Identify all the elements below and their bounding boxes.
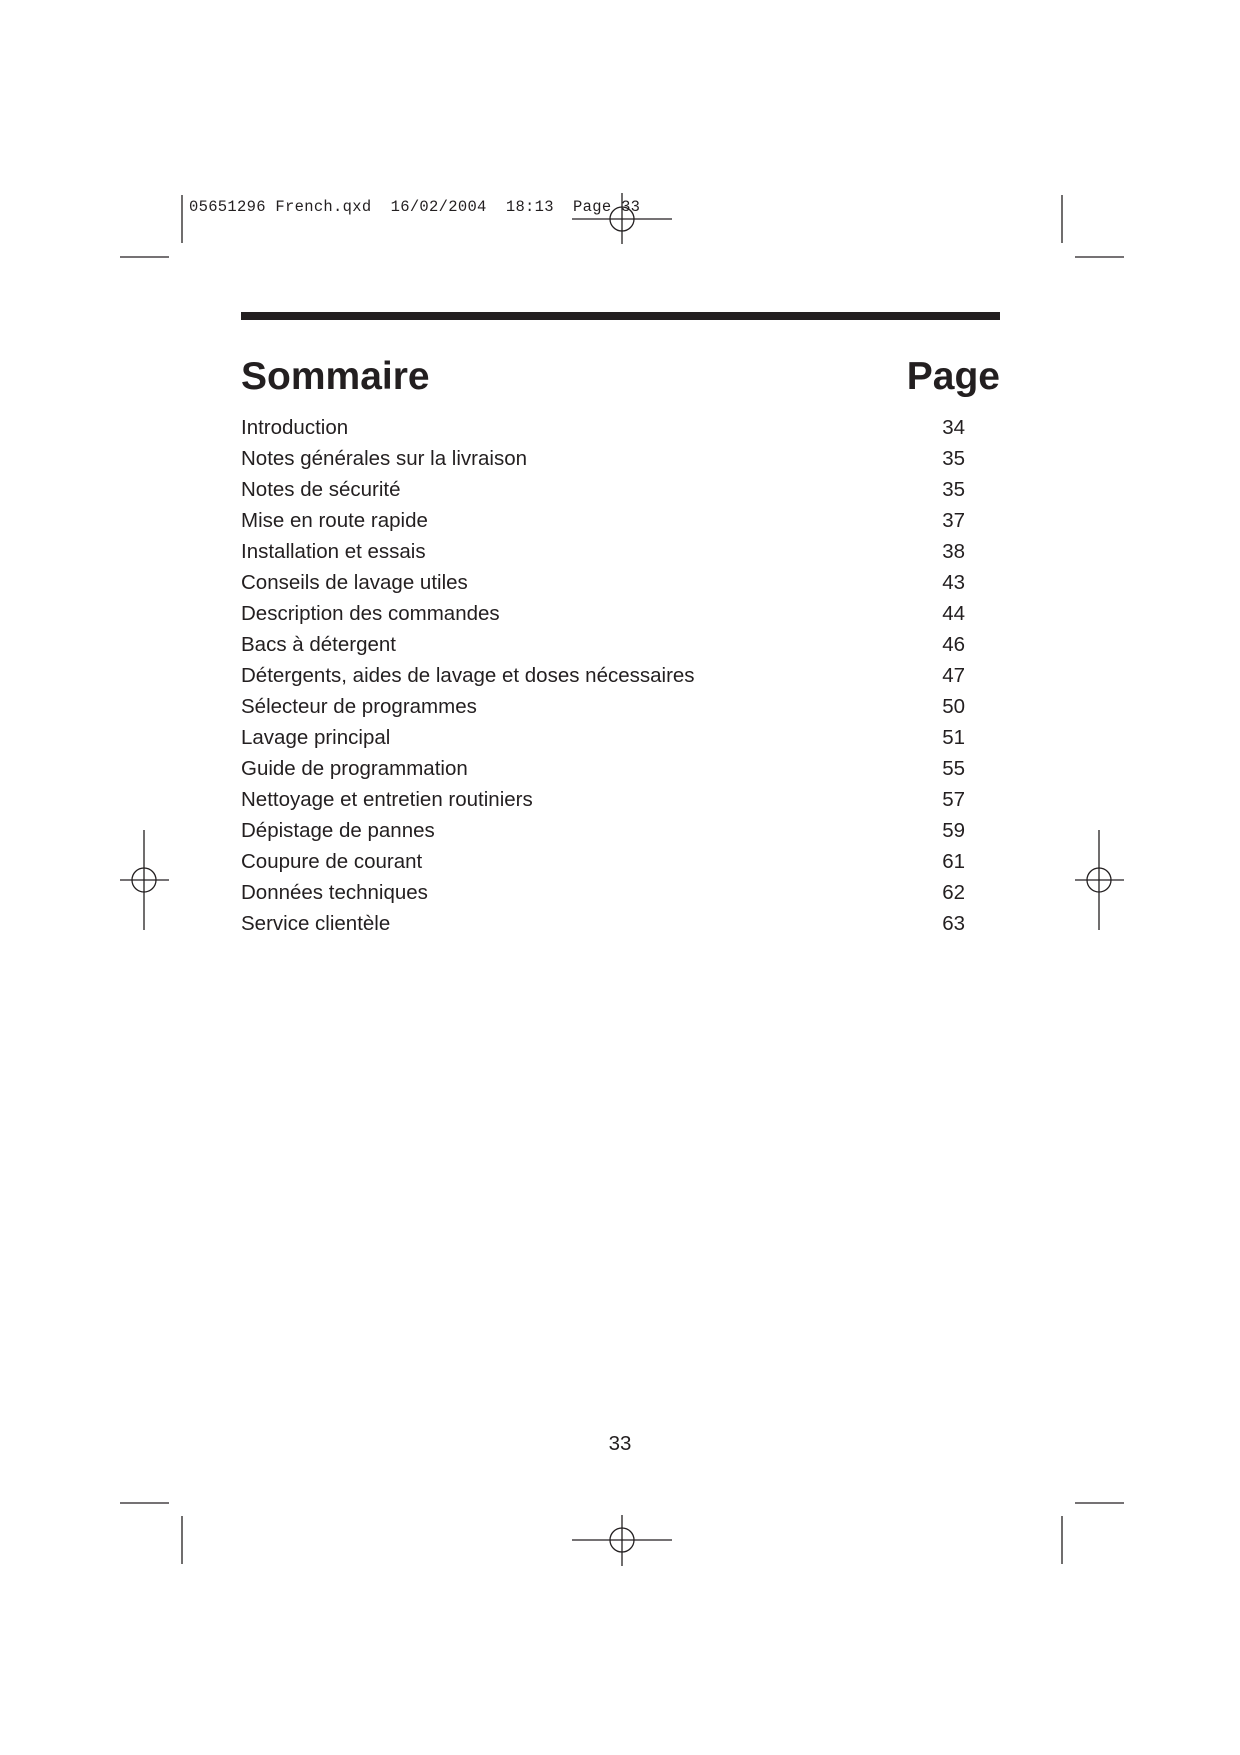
- toc-entry[interactable]: [241, 784, 965, 815]
- toc-entry[interactable]: [241, 908, 965, 939]
- toc-entry-label: Sélecteur de programmes: [241, 695, 477, 718]
- toc-entry-page: 63: [942, 912, 965, 935]
- toc-entry[interactable]: [241, 412, 965, 443]
- toc-entry-page: 57: [942, 788, 965, 811]
- toc-entry[interactable]: [241, 815, 965, 846]
- toc-entry-page: 46: [942, 633, 965, 656]
- toc-entry[interactable]: [241, 474, 965, 505]
- toc-entry-label: Notes générales sur la livraison: [241, 447, 527, 470]
- page-title: Sommaire: [241, 355, 430, 398]
- toc-entry-page: 43: [942, 571, 965, 594]
- toc-entry-label: Données techniques: [241, 881, 428, 904]
- toc-entry[interactable]: [241, 877, 965, 908]
- toc-entry-label: Coupure de courant: [241, 850, 423, 873]
- toc-entry-page: 44: [942, 602, 965, 625]
- toc-entry-page: 55: [942, 757, 965, 780]
- toc-entry-label: Service clientèle: [241, 912, 391, 935]
- toc-entry-page: 35: [942, 478, 965, 501]
- toc-entry-page: 34: [942, 416, 965, 439]
- toc-entry-label: Mise en route rapide: [241, 509, 428, 532]
- toc-list: [241, 412, 965, 939]
- registration-mark-bottom: [572, 1515, 672, 1566]
- toc-entry-label: Conseils de lavage utiles: [241, 571, 468, 594]
- toc-entry[interactable]: [241, 598, 965, 629]
- page-column-heading: Page: [906, 355, 1000, 398]
- toc-entry-label: Guide de programmation: [241, 757, 468, 780]
- toc-entry[interactable]: [241, 846, 965, 877]
- toc-entry[interactable]: [241, 629, 965, 660]
- toc-entry-page: 61: [942, 850, 965, 873]
- toc-entry-label: Détergents, aides de lavage et doses nécessaires: [241, 664, 695, 687]
- toc-entry-page: 51: [942, 726, 965, 749]
- print-slug: 05651296 French.qxd 16/02/2004 18:13 Page 33: [189, 198, 641, 216]
- toc-entry[interactable]: [241, 536, 965, 567]
- toc-entry-label: Description des commandes: [241, 602, 500, 625]
- top-rule: [241, 312, 1000, 320]
- toc-entry-page: 62: [942, 881, 965, 904]
- toc-entry-page: 35: [942, 447, 965, 470]
- toc-entry[interactable]: [241, 660, 965, 691]
- toc-entry-label: Installation et essais: [241, 540, 426, 563]
- toc-entry-label: Introduction: [241, 416, 349, 439]
- toc-entry[interactable]: [241, 691, 965, 722]
- toc-entry[interactable]: [241, 722, 965, 753]
- toc-entry-page: 37: [942, 509, 965, 532]
- toc-entry-label: Notes de sécurité: [241, 478, 401, 501]
- toc-entry[interactable]: [241, 505, 965, 536]
- toc-entry-label: Bacs à détergent: [241, 633, 396, 656]
- toc-entry[interactable]: [241, 443, 965, 474]
- toc-heading: [241, 352, 1000, 402]
- toc-entry-page: 38: [942, 540, 965, 563]
- toc-entry-page: 59: [942, 819, 965, 842]
- toc-entry[interactable]: [241, 567, 965, 598]
- toc-entry-page: 47: [942, 664, 965, 687]
- registration-mark-left: [120, 830, 169, 930]
- toc-entry-label: Nettoyage et entretien routiniers: [241, 788, 533, 811]
- toc-entry-page: 50: [942, 695, 965, 718]
- registration-mark-right: [1075, 830, 1124, 930]
- page-number: 33: [608, 1432, 632, 1455]
- toc-entry-label: Lavage principal: [241, 726, 391, 749]
- toc-entry[interactable]: [241, 753, 965, 784]
- toc-entry-label: Dépistage de pannes: [241, 819, 435, 842]
